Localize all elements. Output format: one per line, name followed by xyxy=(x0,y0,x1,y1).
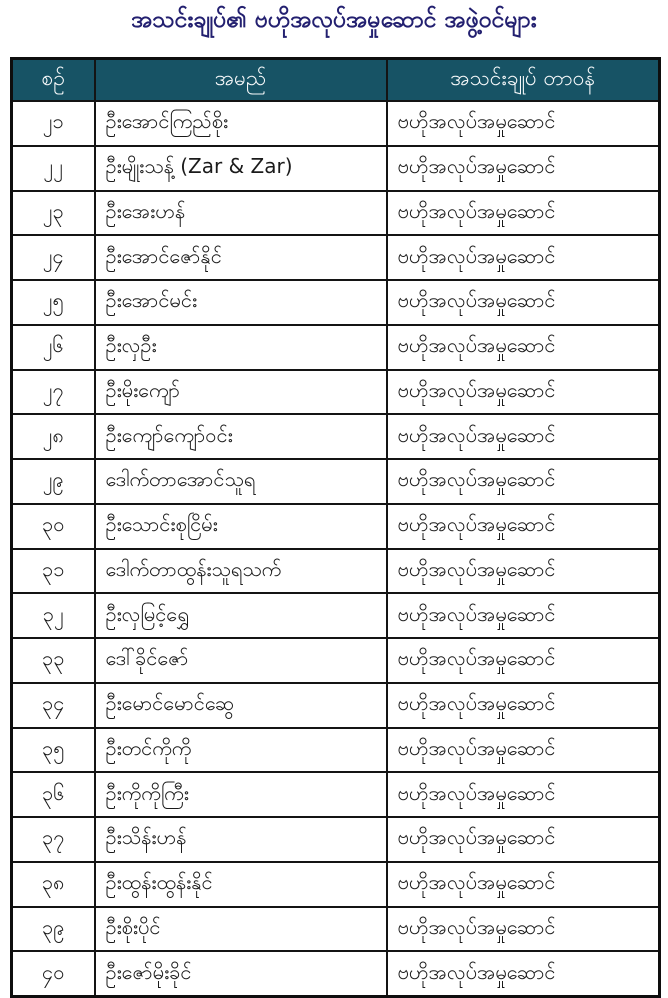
cell-federation-role: ဗဟိုအလုပ်အမှုဆောင် xyxy=(387,862,660,907)
cell-member-name: ဒေါက်တာထွန်းသူရသက် xyxy=(95,549,387,594)
table-row xyxy=(12,549,660,594)
cell-federation-role: ဗဟိုအလုပ်အမှုဆောင် xyxy=(387,370,660,415)
cell-member-name: ဦးတင်ကိုကို xyxy=(95,728,387,773)
cell-member-name: ဦးဇော်မိုးခိုင် xyxy=(95,951,387,996)
table-row xyxy=(12,325,660,370)
cell-member-name: ဦးစိုးပိုင် xyxy=(95,907,387,952)
cell-member-name: ဒေါက်တာအောင်သူရ xyxy=(95,459,387,504)
members-table xyxy=(10,57,661,998)
cell-federation-role: ဗဟိုအလုပ်အမှုဆောင် xyxy=(387,414,660,459)
cell-federation-role: ဗဟိုအလုပ်အမှုဆောင် xyxy=(387,638,660,683)
cell-member-name: ဦးအောင်မင်း xyxy=(95,280,387,325)
cell-member-name: ဦးကျော်ကျော်ဝင်း xyxy=(95,414,387,459)
table-row xyxy=(12,772,660,817)
table-row xyxy=(12,370,660,415)
cell-serial-number: ၂၉ xyxy=(12,459,95,504)
cell-serial-number: ၂၇ xyxy=(12,370,95,415)
cell-serial-number: ၄၀ xyxy=(12,951,95,996)
table-row xyxy=(12,101,660,146)
cell-member-name: ဦးအောင်ကြည်စိုး xyxy=(95,101,387,146)
table-header-row xyxy=(12,59,660,102)
table-row xyxy=(12,280,660,325)
page-title: အသင်းချုပ်၏ ဗဟိုအလုပ်အမှုဆောင် အဖွဲ့ဝင်များ xyxy=(131,7,537,33)
cell-serial-number: ၂၆ xyxy=(12,325,95,370)
cell-serial-number: ၃၃ xyxy=(12,638,95,683)
table-row xyxy=(12,638,660,683)
cell-federation-role: ဗဟိုအလုပ်အမှုဆောင် xyxy=(387,593,660,638)
header-serial-number: စဉ် xyxy=(12,59,95,102)
cell-member-name: ဦးထွန်းထွန်းနိုင် xyxy=(95,862,387,907)
table-row xyxy=(12,459,660,504)
cell-serial-number: ၃၀ xyxy=(12,504,95,549)
cell-member-name: ဦးသိန်းဟန် xyxy=(95,817,387,862)
cell-member-name: ဦးလှဦး xyxy=(95,325,387,370)
header-federation-role: အသင်းချုပ် တာဝန် xyxy=(387,59,660,102)
cell-serial-number: ၃၇ xyxy=(12,817,95,862)
cell-serial-number: ၂၂ xyxy=(12,146,95,191)
cell-member-name: ဦးအေးဟန် xyxy=(95,191,387,236)
cell-member-name: ဦးလှမြင့်ရွှေ xyxy=(95,593,387,638)
cell-federation-role: ဗဟိုအလုပ်အမှုဆောင် xyxy=(387,772,660,817)
table-row xyxy=(12,593,660,638)
cell-serial-number: ၃၂ xyxy=(12,593,95,638)
cell-federation-role: ဗဟိုအလုပ်အမှုဆောင် xyxy=(387,907,660,952)
cell-serial-number: ၂၈ xyxy=(12,414,95,459)
cell-serial-number: ၃၈ xyxy=(12,862,95,907)
table-row xyxy=(12,862,660,907)
cell-serial-number: ၂၅ xyxy=(12,280,95,325)
table-row xyxy=(12,951,660,996)
cell-federation-role: ဗဟိုအလုပ်အမှုဆောင် xyxy=(387,325,660,370)
cell-serial-number: ၃၆ xyxy=(12,772,95,817)
table-row xyxy=(12,235,660,280)
cell-federation-role: ဗဟိုအလုပ်အမှုဆောင် xyxy=(387,101,660,146)
cell-federation-role: ဗဟိုအလုပ်အမှုဆောင် xyxy=(387,191,660,236)
table-row xyxy=(12,414,660,459)
cell-serial-number: ၃၄ xyxy=(12,683,95,728)
cell-serial-number: ၃၁ xyxy=(12,549,95,594)
table-row xyxy=(12,504,660,549)
cell-member-name: ဦးမျိုးသန့် (Zar & Zar) xyxy=(95,146,387,191)
cell-member-name: ဦးသောင်းစုငြိမ်း xyxy=(95,504,387,549)
cell-member-name: ဦးကိုကိုကြီး xyxy=(95,772,387,817)
cell-member-name: ဦးအောင်ဇော်နိုင် xyxy=(95,235,387,280)
cell-federation-role: ဗဟိုအလုပ်အမှုဆောင် xyxy=(387,504,660,549)
cell-serial-number: ၂၁ xyxy=(12,101,95,146)
cell-member-name: ဒေါ်ခိုင်ဇော် xyxy=(95,638,387,683)
table-row xyxy=(12,683,660,728)
cell-serial-number: ၃၅ xyxy=(12,728,95,773)
cell-federation-role: ဗဟိုအလုပ်အမှုဆောင် xyxy=(387,235,660,280)
cell-member-name: ဦးမိုးကျော် xyxy=(95,370,387,415)
cell-serial-number: ၂၃ xyxy=(12,191,95,236)
cell-serial-number: ၃၉ xyxy=(12,907,95,952)
table-row xyxy=(12,907,660,952)
table-row xyxy=(12,817,660,862)
table-row xyxy=(12,728,660,773)
cell-member-name: ဦးမောင်မောင်ဆွေ xyxy=(95,683,387,728)
cell-federation-role: ဗဟိုအလုပ်အမှုဆောင် xyxy=(387,817,660,862)
cell-federation-role: ဗဟိုအလုပ်အမှုဆောင် xyxy=(387,146,660,191)
table-row xyxy=(12,191,660,236)
cell-federation-role: ဗဟိုအလုပ်အမှုဆောင် xyxy=(387,549,660,594)
table-body xyxy=(12,101,660,997)
cell-federation-role: ဗဟိုအလုပ်အမှုဆောင် xyxy=(387,728,660,773)
table-row xyxy=(12,146,660,191)
cell-federation-role: ဗဟိုအလုပ်အမှုဆောင် xyxy=(387,280,660,325)
cell-federation-role: ဗဟိုအလုပ်အမှုဆောင် xyxy=(387,683,660,728)
cell-serial-number: ၂၄ xyxy=(12,235,95,280)
cell-federation-role: ဗဟိုအလုပ်အမှုဆောင် xyxy=(387,951,660,996)
header-name: အမည် xyxy=(95,59,387,102)
cell-federation-role: ဗဟိုအလုပ်အမှုဆောင် xyxy=(387,459,660,504)
